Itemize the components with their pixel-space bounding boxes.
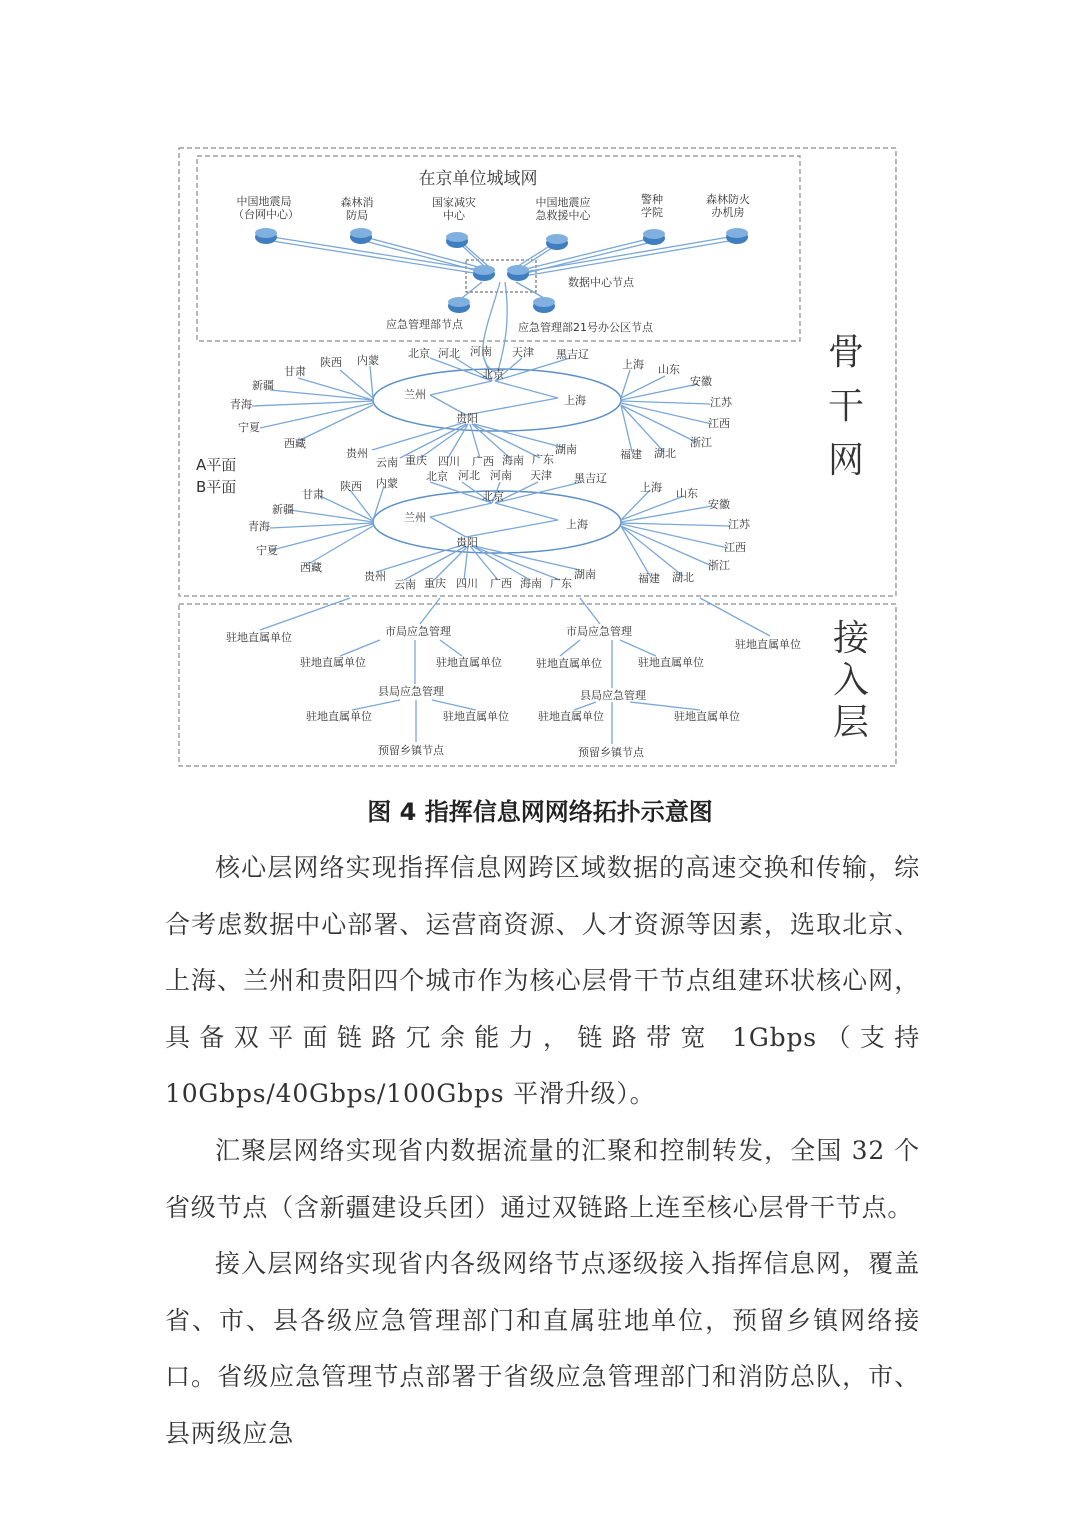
plane-a-label: A平面 xyxy=(196,456,237,474)
plane-b-labels xyxy=(248,468,751,591)
direct-unit-label: 驻地直属单位 xyxy=(436,656,502,669)
province-label: 甘肃 xyxy=(284,365,306,378)
province-label: 黑吉辽 xyxy=(556,348,589,361)
province-label: 浙江 xyxy=(690,436,712,449)
ring-city: 兰州 xyxy=(404,388,426,401)
direct-unit-label: 驻地直属单位 xyxy=(306,710,372,723)
plane-a-labels xyxy=(230,345,733,469)
metro-unit-label: 学院 xyxy=(641,206,663,219)
province-label: 天津 xyxy=(530,469,552,482)
province-label: 云南 xyxy=(376,456,398,469)
data-center-label: 数据中心节点 xyxy=(568,276,634,289)
router-icon xyxy=(507,265,529,281)
province-label: 云南 xyxy=(394,578,416,591)
province-label: 青海 xyxy=(230,398,252,411)
province-label: 贵州 xyxy=(364,570,386,583)
province-label: 江苏 xyxy=(710,396,732,409)
metro-unit-label: 中心 xyxy=(443,209,465,222)
province-label: 重庆 xyxy=(424,577,446,590)
province-label: 江西 xyxy=(708,417,730,430)
direct-unit-label: 驻地直属单位 xyxy=(300,656,366,669)
province-label: 福建 xyxy=(638,572,660,585)
county-bureau-label: 县局应急管理 xyxy=(580,689,646,702)
direct-unit-label: 驻地直属单位 xyxy=(638,656,704,669)
router-icon xyxy=(255,228,277,244)
access-label-char: 层 xyxy=(832,702,870,743)
province-label: 上海 xyxy=(640,481,662,494)
county-bureau-label: 县局应急管理 xyxy=(378,685,444,698)
province-label: 海南 xyxy=(520,577,542,590)
province-label: 湖北 xyxy=(672,571,694,584)
province-label: 山东 xyxy=(676,487,698,500)
metro-unit-label: 国家减灾 xyxy=(432,196,476,209)
province-label: 新疆 xyxy=(252,379,274,392)
province-label: 陕西 xyxy=(320,356,342,369)
metro-unit-label: （台网中心） xyxy=(233,208,299,221)
province-label: 广西 xyxy=(472,455,494,468)
metro-unit-labels xyxy=(233,192,750,222)
router-icon xyxy=(448,297,470,313)
province-label: 河南 xyxy=(490,469,512,482)
ring-city: 上海 xyxy=(564,394,586,407)
router-icon xyxy=(726,228,748,244)
province-label: 河北 xyxy=(458,469,480,482)
metro-unit-label: 中国地震局 xyxy=(236,195,292,208)
province-label: 宁夏 xyxy=(256,544,278,557)
metro-unit-label: 急救援中心 xyxy=(535,209,591,222)
province-label: 西藏 xyxy=(284,437,306,450)
province-label: 重庆 xyxy=(405,454,427,467)
township-label: 预留乡镇节点 xyxy=(378,744,444,757)
metro-unit-label: 中国地震应 xyxy=(535,196,591,209)
paragraph-core-layer: 核心层网络实现指挥信息网跨区域数据的高速交换和传输，综合考虑数据中心部署、运营商资源、人才资源等因素，选取北京、上海、兰州和贵阳四个城市作为核心层骨干节点组建环状核心网，具备双平面链路冗余能力，链路带宽 1Gbps（支持 10Gbps/40Gbps/100Gbps 平滑升级）。 xyxy=(165,853,920,1108)
direct-unit-label: 驻地直属单位 xyxy=(674,710,740,723)
backbone-label-char: 干 xyxy=(827,386,865,427)
province-label: 陕西 xyxy=(340,480,362,493)
province-label: 河南 xyxy=(470,345,492,358)
ring-city: 上海 xyxy=(566,518,588,531)
office21-label: 应急管理部21号办公区节点 xyxy=(518,321,653,334)
router-icon xyxy=(533,297,555,313)
province-label: 山东 xyxy=(658,363,680,376)
access-labels xyxy=(226,624,801,759)
province-label: 江苏 xyxy=(728,518,750,531)
township-label: 预留乡镇节点 xyxy=(578,746,644,759)
figure-caption: 图 4 指挥信息网网络拓扑示意图 xyxy=(367,798,713,826)
router-icon xyxy=(446,232,468,248)
province-label: 北京 xyxy=(426,470,448,483)
metro-links xyxy=(266,236,735,372)
province-label: 湖北 xyxy=(654,447,676,460)
province-label: 安徽 xyxy=(708,498,730,511)
direct-unit-label: 驻地直属单位 xyxy=(536,657,602,670)
paragraph-aggregation-layer: 汇聚层网络实现省内数据流量的汇聚和控制转发，全国 32 个省级节点（含新疆建设兵团）通过双链路上连至核心层骨干节点。 xyxy=(165,1136,920,1222)
direct-unit-label: 驻地直属单位 xyxy=(226,631,292,644)
direct-unit-label: 驻地直属单位 xyxy=(735,638,801,651)
router-icon xyxy=(643,229,665,245)
province-label: 内蒙 xyxy=(376,477,398,490)
city-bureau-label: 市局应急管理 xyxy=(566,625,632,638)
city-bureau-label: 市局应急管理 xyxy=(385,625,451,638)
province-label: 广西 xyxy=(490,577,512,590)
metro-unit-label: 森林防火 xyxy=(706,193,750,206)
ministry-node-label: 应急管理部节点 xyxy=(386,318,463,331)
metro-title: 在京单位城域网 xyxy=(418,169,538,189)
province-label: 青海 xyxy=(248,520,270,533)
router-icon xyxy=(350,228,372,244)
province-label: 江西 xyxy=(724,541,746,554)
province-label: 安徽 xyxy=(690,375,712,388)
direct-unit-label: 驻地直属单位 xyxy=(443,710,509,723)
province-label: 海南 xyxy=(502,454,524,467)
province-label: 广东 xyxy=(550,577,572,590)
province-label: 广东 xyxy=(532,453,554,466)
paragraph-access-layer: 接入层网络实现省内各级网络节点逐级接入指挥信息网，覆盖省、市、县各级应急管理部门和直属驻地单位，预留乡镇网络接口。省级应急管理节点部署于省级应急管理部门和消防总队，市、县两级应急 xyxy=(165,1249,920,1448)
province-label: 宁夏 xyxy=(238,421,260,434)
province-label: 四川 xyxy=(456,577,478,590)
metro-unit-label: 警种 xyxy=(641,193,663,206)
province-label: 新疆 xyxy=(272,503,294,516)
backbone-label-char: 骨 xyxy=(827,332,865,373)
plane-b-label: B平面 xyxy=(196,478,237,496)
ring-city: 北京 xyxy=(482,490,504,503)
province-label: 福建 xyxy=(620,448,642,461)
province-label: 四川 xyxy=(438,455,460,468)
access-label-char: 入 xyxy=(832,660,870,701)
province-label: 西藏 xyxy=(300,561,322,574)
province-label: 浙江 xyxy=(708,559,730,572)
ring-city: 兰州 xyxy=(404,511,426,524)
province-label: 湖南 xyxy=(574,568,596,581)
province-label: 甘肃 xyxy=(302,488,324,501)
access-frame xyxy=(179,604,896,766)
province-label: 天津 xyxy=(512,346,534,359)
ring-city: 贵阳 xyxy=(456,536,478,549)
province-label: 贵州 xyxy=(346,447,368,460)
province-label: 内蒙 xyxy=(357,354,379,367)
metro-unit-label: 森林消 xyxy=(340,196,374,209)
ring-city: 北京 xyxy=(482,368,504,381)
backbone-label-char: 网 xyxy=(827,440,865,481)
province-label: 黑吉辽 xyxy=(574,472,607,485)
metro-unit-label: 防局 xyxy=(346,209,368,222)
direct-unit-label: 驻地直属单位 xyxy=(538,710,604,723)
province-label: 河北 xyxy=(438,347,460,360)
metro-unit-label: 办机房 xyxy=(711,206,745,219)
ring-city: 贵阳 xyxy=(456,412,478,425)
metro-routers xyxy=(255,228,748,313)
router-icon xyxy=(546,234,568,250)
province-label: 湖南 xyxy=(555,443,577,456)
province-label: 北京 xyxy=(408,347,430,360)
router-icon xyxy=(473,265,495,281)
province-label: 上海 xyxy=(622,358,644,371)
access-label-char: 接 xyxy=(832,618,870,659)
